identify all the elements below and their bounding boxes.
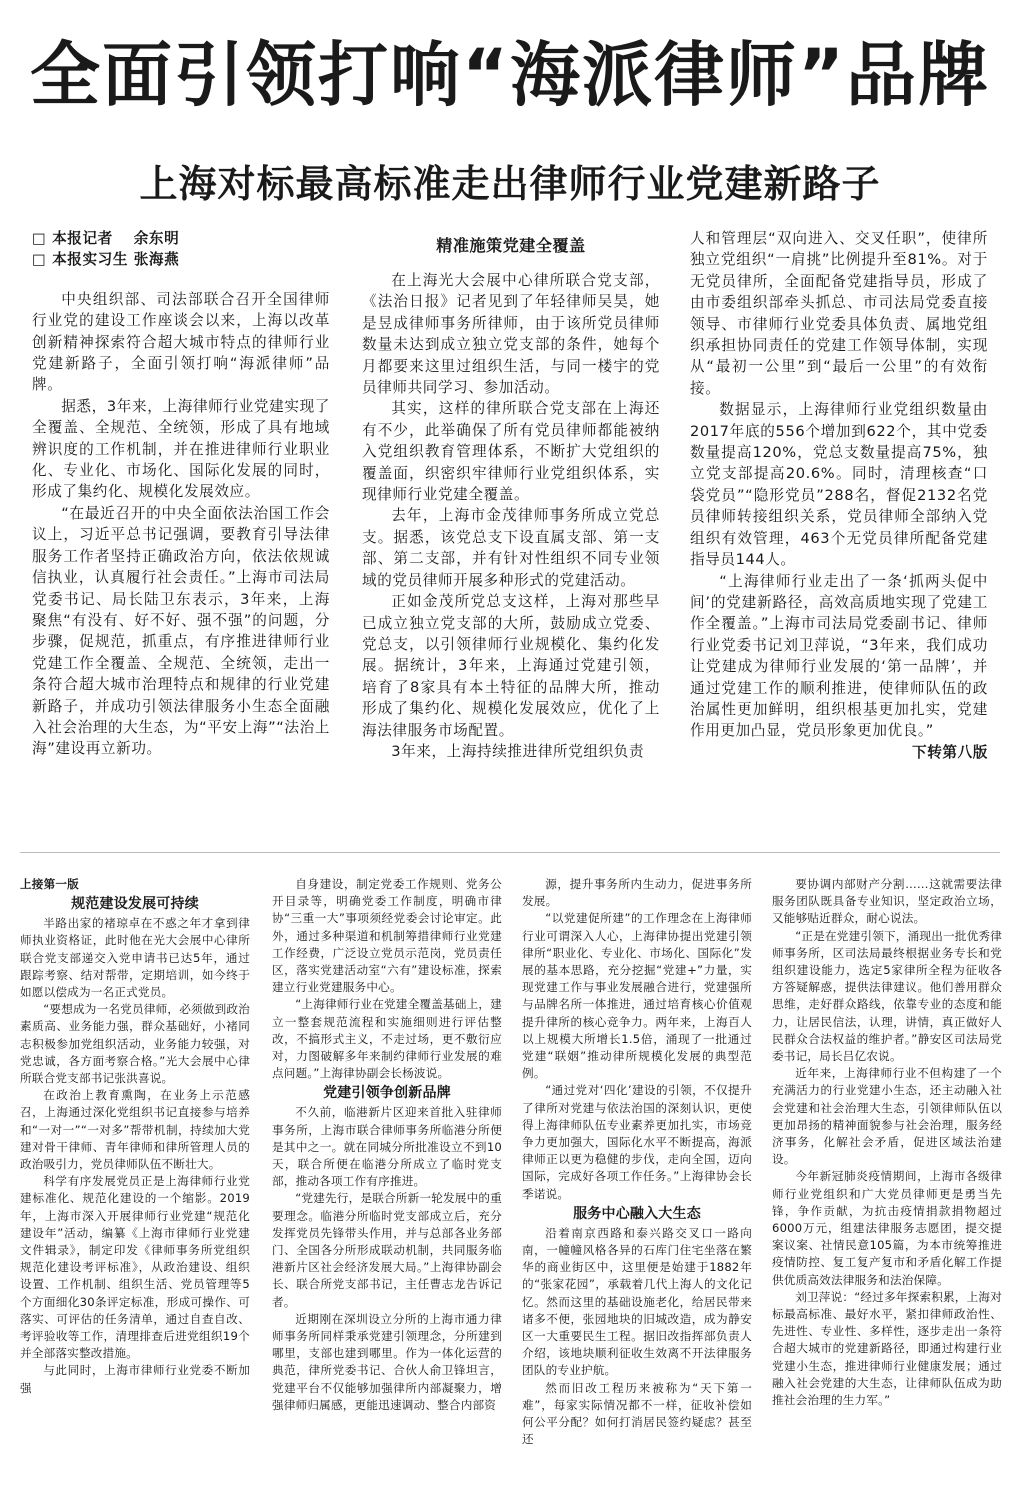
paragraph: 源，提升事务所内生动力，促进事务所发展。 (522, 877, 752, 909)
paragraph: 科学有序发展党员正是上海律师行业党建标准化、规范化建设的一个缩影。2019年，上海市深入开展律师行业党建“规范化建设年”活动，编纂《上海市律师行业党建文件辑录》，制定印发《律师事务所党组织规范化建设考评标准》，从政治建设、组织设置、工作机制、组织生活、党员管理等5个方面细化30条评定标准，形成可操作、可落实、可评估的任务清单，通过自查自改、考评验收等工作，清理排查后进党组织19个并全部落实整改措施。 (20, 1174, 250, 1361)
bottom-column-3 (522, 876, 752, 1486)
paragraph: 刘卫萍说：“经过多年探索积累，上海对标最高标准、最好水平，紧扣律师政治性、先进性、专业性、多样性，逐步走出一条符合超大城市的党建新路径，即通过构建行业党建小生态，推进律师行业健康发展；通过融入社会党建的大生态，让律师队伍成为助推社会治理的生力军。” (772, 1289, 1002, 1408)
headline: 全面引领打响“海派律师”品牌 (29, 34, 990, 116)
bottom-column-2 (272, 876, 502, 1486)
paragraph: 半路出家的褚琼卓在不惑之年才拿到律师执业资格证，此时他在光大会展中心律所联合党支部递交入党申请书已达5年，通过跟踪考察、结对帮带，定期培训，如今终于如愿以偿成为一名正式党员。 (20, 916, 250, 1000)
top-column-1 (32, 228, 330, 828)
byline-reporter: □ 本报记者 余东明 (32, 230, 180, 247)
paragraph: 中央组织部、司法部联合召开全国律师行业党的建设工作座谈会以来，上海以改革创新精神探索符合超大城市特点的律师行业党建新路子，全面引领打响“海派律师”品牌。 (32, 290, 330, 394)
paragraph: 其实，这样的律所联合党支部在上海还有不少，此举确保了所有党员律师都能被纳入党组织教育管理体系，不断扩大党组织的覆盖面，织密织牢律师行业党组织体系，实现律师行业党建全覆盖。 (362, 400, 660, 504)
paragraph: 人和管理层“双向进入、交叉任职”，使律所独立党组织“一肩挑”比例提升至81%。对于无党员律所，全面配备党建指导员，形成了由市委组织部牵头抓总、市司法局党委直接领导、市律师行业党委具体负责、属地党组织承担协同责任的党建工作领导体制，实现从“最初一公里”到“最后一公里”的有效衔接。 (690, 230, 988, 397)
paragraph: “党建先行，是联合所新一轮发展中的重要理念。临港分所临时党支部成立后，充分发挥党员先锋带头作用，并与总部各业务部门、全国各分所形成联动机制，共同服务临港新片区社会经济发展大局。”上海律协副会长、联合所党支部书记，主任曹志龙告诉记者。 (272, 1191, 502, 1309)
paragraph: 正如金茂所党总支这样，上海对那些早已成立独立党支部的大所，鼓励成立党委、党总支，以引领律师行业规模化、集约化发展。据统计，3年来，上海通过党建引领，培育了8家具有本土特征的品牌大所，推动形成了集约化、规模化发展效应，优化了上海法律服务市场配置。 (362, 593, 660, 739)
paragraph: 数据显示，上海律师行业党组织数量由2017年底的556个增加到622个，其中党委数量提高120%，党总支数量提高75%，独立党支部提高20.6%。同时，清理核查“口袋党员”“隐形党员”288名，督促2132名党员律师转接组织关系，党员律师全部纳入党组织有效管理，463个无党员律所配备党建指导员144人。 (690, 401, 988, 569)
byline-intern: □ 本报实习生 张海燕 (32, 251, 180, 269)
paragraph: 在上海光大会展中心律所联合党支部，《法治日报》记者见到了年轻律师吴昊，她是昱成律师事务所律师，由于该所党员律师数量未达到成立独立党支部的条件，她每个月都要来这里过组织生活，与同一楼宇的党员律师共同学习、参加活动。 (362, 272, 660, 397)
top-column-2 (362, 234, 660, 828)
paragraph: “通过党对‘四化’建设的引领，不仅提升了律所对党建与依法治国的深刻认识，更使得上海律师队伍专业素养更加扎实，市场竞争力更加强大，国际化水平不断提高，海派律师正以更为稳健的步伐，走向全国，迈向国际，完成好各项工作任务。”上海律协会长季诺说。 (522, 1083, 752, 1201)
paragraph: 近年来，上海律师行业不但构建了一个充满活力的行业党建小生态，还主动融入社会党建和社会治理大生态，引领律师队伍以更加昂扬的精神面貌参与社会治理，服务经济事务，化解社会矛盾，促进区域法治建设。 (772, 1066, 1002, 1167)
continued-from: 上接第一版 (20, 877, 79, 891)
paragraph: 沿着南京西路和泰兴路交叉口一路向南，一幢幢风格各异的石库门住宅坐落在繁华的商业街区中，这里便是始建于1882年的“张家花园”，承载着几代上海人的文化记忆。然而这里的基础设施老化，给居民带来诸多不便，张园地块的旧城改造，成为静安区一大重要民生工程。据旧改指挥部负责人介绍，该地块顺利征收生效离不开法律服务团队的专业护航。 (522, 1225, 752, 1378)
section-heading: 规范建设发展可持续 (71, 896, 199, 913)
paragraph: 今年新冠肺炎疫情期间，上海市各级律师行业党组织和广大党员律师更是勇当先锋，争作贡献，为抗击疫情捐款捐物超过6000万元，组建法律服务志愿团，提交提案议案、社情民意105篇，为本市统筹推进疫情防控、复工复产复市和矛盾化解工作提供优质高效法律服务和法治保障。 (772, 1169, 1002, 1287)
subheadline: 上海对标最高标准走出律师行业党建新路子 (139, 162, 881, 206)
section-heading: 服务中心融入大生态 (573, 1205, 701, 1222)
paragraph: 去年，上海市金茂律师事务所成立党总支。据悉，该党总支下设直属支部、第一支部、第二支部，并有针对性组织不同专业领域的党员律师开展多种形式的党建活动。 (362, 507, 660, 589)
paragraph: “以党建促所建”的工作理念在上海律师行业可谓深入人心，上海律协提出党建引领律所“职业化、专业化、市场化、国际化”发展的基本思路，充分挖掘“党建+”力量，实现党建工作与事业发展融合进行，党建强所与品牌名所一体推进，通过培育核心价值观提升律所的核心竞争力。两年来，上海百人以上规模大所增长1.5倍，涌现了一批通过党建“联姻”推动律所规模化发展的典型范例。 (522, 911, 752, 1081)
paragraph: 在政治上教育熏陶，在业务上示范感召，上海通过深化党组织书记直接参与培养和“一对一”“一对多”帮带机制，持续加大党建对骨干律师、青年律师和律所管理人员的政治吸引力，党员律师队伍不断壮大。 (20, 1088, 250, 1172)
paragraph: “在最近召开的中央全面依法治国工作会议上，习近平总书记强调，要教育引导法律服务工作者坚持正确政治方向，依法依规诚信执业，认真履行社会责任。”上海市司法局党委书记、局长陆卫东表示，3年来，上海聚焦“有没有、好不好、强不强”的问题，分步骤，促规范，抓重点，有序推进律师行业党建工作全覆盖、全规范、全统领，走出一条符合超大城市治理特点和规律的行业党建新路子，并成功引领法律服务小生态全面融入社会治理的大生态，为“平安上海”“法治上海”建设再立新功。 (32, 504, 330, 758)
bottom-column-1 (20, 876, 250, 1486)
section-divider (20, 852, 1000, 853)
top-column-3 (690, 228, 988, 828)
section-heading: 党建引领争创新品牌 (323, 1085, 451, 1102)
paragraph: “上海律师行业走出了一条‘抓两头促中间’的党建新路径，高效高质地实现了党建工作全覆盖。”上海市司法局党委副书记、律师行业党委书记刘卫萍说，“3年来，我们成功让党建成为律师行业发展的‘第一品牌’，并通过党建工作的顺利推进，使律师队伍的政治属性更加鲜明，组织根基更加扎实，党建作用更加凸显，党员形象更加优良。” (690, 572, 988, 740)
paragraph: “上海律师行业在党建全覆盖基础上，建立一整套规范流程和实施细则进行评估整改，不搞形式主义，不走过场，更不敷衍应对，力图破解多年来制约律师行业发展的难点问题。”上海律协副会长杨波说。 (272, 997, 502, 1081)
paragraph: 不久前，临港新片区迎来首批入驻律师事务所，上海市联合律师事务所临港分所便是其中之一。就在同城分所批准设立不到10天，联合所便在临港分所成立了临时党支部，推动各项工作有序推进。 (272, 1105, 502, 1189)
paragraph: 要协调内部财产分割……这就需要法律服务团队既具备专业知识，坚定政治立场，又能够贴近群众，耐心说法。 (772, 877, 1002, 926)
paragraph: 然而旧改工程历来被称为“天下第一难”，每家实际情况都不一样，征收补偿如何公平分配？如何打消居民签约疑虑？甚至还 (522, 1380, 752, 1447)
paragraph: “要想成为一名党员律师，必须做到政治素质高、业务能力强，群众基础好，小褚同志积极参加党组织活动，业务能力较强，对党忠诚，各方面考察合格。”光大会展中心律所联合党支部书记张洪喜说。 (20, 1002, 250, 1086)
paragraph: “正是在党建引领下，涌现出一批优秀律师事务所，区司法局最终根据业务专长和党组织建设能力，选定5家律所全程为征收各方答疑解惑，提供法律建议。他们善用群众思维，走好群众路线，依靠专业的态度和能力，让居民信法，认理，讲情，真正做好人民群众合法权益的维护者。”静安区司法局党委书记，局长吕亿农说。 (772, 928, 1002, 1064)
paragraph: 近期刚在深圳设立分所的上海市通力律师事务所同样秉承党建引领理念，分所建到哪里，支部也建到哪里。作为一体化运营的典范，律所党委书记、合伙人俞卫锋坦言，党建平台不仅能够加强律所内部凝聚力，增强律师归属感，更能迅速调动、整合内部资 (272, 1311, 502, 1412)
paragraph: 3年来，上海持续推进律所党组织负责 (391, 742, 645, 760)
bottom-column-4 (772, 876, 1002, 1486)
continued-note: 下转第八版 (912, 743, 988, 761)
paragraph: 与此同时，上海市律师行业党委不断加强 (20, 1363, 250, 1395)
paragraph: 自身建设，制定党委工作规则、党务公开目录等，明确党委工作制度，明确市律协“三重一大”事项须经党委会讨论审定。此外，通过多种渠道和机制筹措律师行业党建工作经费，广泛设立党员示范岗，党员责任区，落实党建活动室“六有”建设标准，探索建立行业党建服务中心。 (272, 877, 502, 995)
section-heading: 精准施策党建全覆盖 (436, 236, 586, 255)
paragraph: 据悉，3年来，上海律师行业党建实现了全覆盖、全规范、全统领，形成了具有地域辨识度的工作机制，并在推进律师行业职业化、专业化、市场化、国际化发展的同时，形成了集约化、规模化发展效应。 (32, 397, 330, 501)
